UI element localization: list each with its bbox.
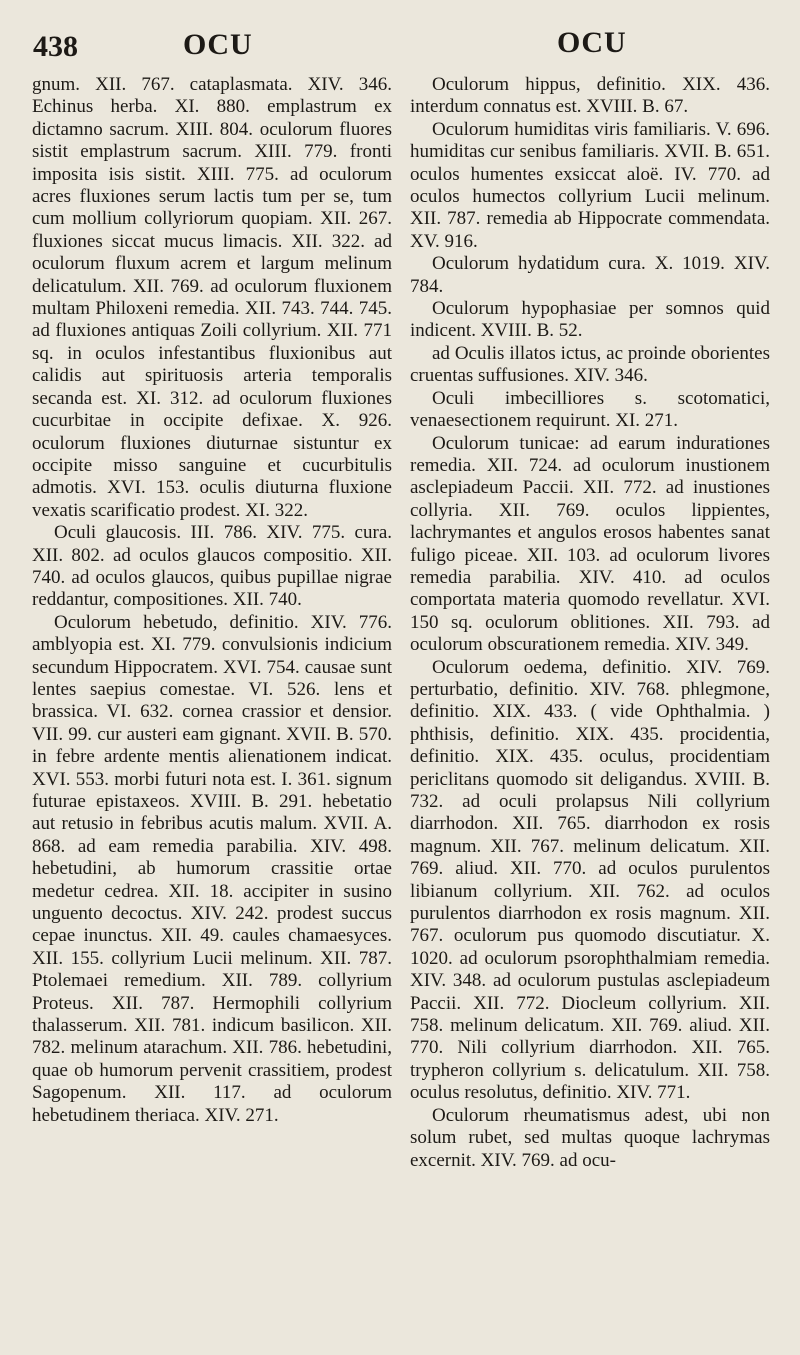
- index-entry: Oculorum tunicae: ad earum indurationes remedia. XII. 724. ad oculorum inustionem asclepiadeum Paccii. XII. 772. ad inustiones collyria. XII. 769. oculos lippientes, lachrymantes et angulos erosos habentes sanat fuligo piceae. XII. 103. ad oculorum livores remedia parabilia. XIV. 410. ad oculos comportata materia quomodo revellatur. XVI. 150 sq. oculorum oblitiones. XII. 793. ad oculorum obscurationem remedia. XIV. 349.: [410, 432, 770, 656]
- running-head-left: OCU: [183, 28, 253, 61]
- index-entry: ad Oculis illatos ictus, ac proinde oborientes cruentas suffusiones. XIV. 346.: [410, 342, 770, 387]
- index-entry: Oculorum rheumatismus adest, ubi non solum rubet, sed multas quoque lachrymas excernit. XIV. 769. ad ocu-: [410, 1104, 770, 1171]
- index-entry: Oculorum hypophasiae per somnos quid indicent. XVIII. B. 52.: [410, 298, 770, 342]
- running-head-right: OCU: [557, 26, 627, 59]
- index-entry: Oculorum humiditas viris familiaris. V. 696. humiditas cur senibus familiaris. XVII. B. 651. oculos humentes exsiccat aloë. IV. 770. ad oculos humectos collyrium Lucii melinum. XII. 787. remedia ab Hippocrate commendata. XV. 916.: [410, 118, 770, 252]
- left-column: [32, 74, 392, 1127]
- index-entry: Oculorum hydatidum cura. X. 1019. XIV. 784.: [410, 253, 770, 297]
- index-entry: Oculorum hebetudo, definitio. XIV. 776. amblyopia est. XI. 779. convulsionis indicium secundum Hippocratem. XVI. 754. causae sunt lentes saepius comestae. VI. 526. lens et brassica. VI. 632. cornea crassior et densior. VII. 99. cur austeri eam gignant. XVII. B. 570. in febre ardente mentis alienationem indicat. XVI. 553. morbi futuri nota est. I. 361. signum futurae epistaxeos. XVIII. B. 291. hebetatio aut retusio in febribus acutis malum. XVII. A. 868. ad eam remedia parabilia. XIV. 498. hebetudini, ab humorum crassitie ortae medetur cedrea. XII. 18. accipiter in susino unguento decoctus. XIV. 242. prodest succus cepae inunctus. XII. 49. caules chamaesyces. XII. 155. collyrium Lucii melinum. XII. 787. Ptolemaei remedium. XII. 789. collyrium Proteus. XII. 787. Hermophili collyrium thalasserum. XII. 781. indicum basilicon. XII. 782. melinum atarachum. XII. 786. hebetudini, quae ob humorum pervenit crassitiem, prodest Sagopenum. XII. 117. ad oculorum hebetudinem theriaca. XIV. 271.: [32, 611, 392, 1126]
- index-entry: Oculorum oedema, definitio. XIV. 769. perturbatio, definitio. XIV. 768. phlegmone, definitio. XIX. 433. ( vide Ophthalmia. ) phthisis, definitio. XIX. 435. procidentia, definitio. XIX. 435. oculus, procidentiam periclitans quomodo sit deligandus. XVIII. B. 732. ad oculi prolapsus Nili collyrium diarrhodon. XII. 765. diarrhodon ex rosis magnum. XII. 767. melinum delicatum. XII. 769. aliud. XII. 770. ad oculos purulentos libianum collyrium. XII. 762. ad oculos purulentos diarrhodon ex rosis magnum. XII. 767. oculorum pus quomodo discutiatur. X. 1020. ad oculorum psorophthalmiam remedia. XIV. 348. ad oculorum pustulas asclepiadeum Paccii. XII. 772. Diocleum collyrium. XII. 758. melinum delicatum. XII. 769. aliud. XII. 770. Nili collyrium diarrhodon. XII. 765. trypheron collyrium s. delicatulum. XII. 758. oculus resolutus, definitio. XIV. 771.: [410, 656, 770, 1104]
- index-entry: Oculorum hippus, definitio. XIX. 436. interdum connatus est. XVIII. B. 67.: [410, 74, 770, 118]
- index-entry: gnum. XII. 767. cataplasmata. XIV. 346. Echinus herba. XI. 880. emplastrum ex dictamno sacrum. XIII. 804. oculorum fluores sistit emplastrum sacrum. XIII. 779. fronti imposita isis sistit. XIII. 775. ad oculorum acres fluxiones serum lactis tum per se, tum cum mollium collyriorum quopiam. XII. 267. fluxiones siccat mucus limacis. XII. 322. ad oculorum fluxum acrem et largum melinum delicatulum. XII. 769. ad oculorum fluxionem multam Philoxeni remedia. XII. 743. 744. 745. ad fluxiones antiquas Zoili collyrium. XII. 771 sq. in oculos infestantibus fluxionibus aut calidis aut spirituosis arteria temporalis secanda est. XI. 312. ad oculorum fluxiones cucurbitae in occipite defixae. X. 926. oculorum fluxiones diuturnae sistuntur ex occipite misso sanguine et cucurbitulis admotis. XVI. 153. oculis diuturna fluxione vexatis scarificatio prodest. XI. 322.: [32, 74, 392, 521]
- page-header: [0, 22, 800, 70]
- index-entry: Oculi glaucosis. III. 786. XIV. 775. cura. XII. 802. ad oculos glaucos compositio. XII. 740. ad oculos glaucos, quibus pupillae nigrae reddantur, compositiones. XII. 740.: [32, 522, 392, 611]
- index-entry: Oculi imbecilliores s. scotomatici, venaesectionem requirunt. XI. 271.: [410, 387, 770, 432]
- right-column: [410, 74, 770, 1172]
- page-number: 438: [33, 30, 78, 63]
